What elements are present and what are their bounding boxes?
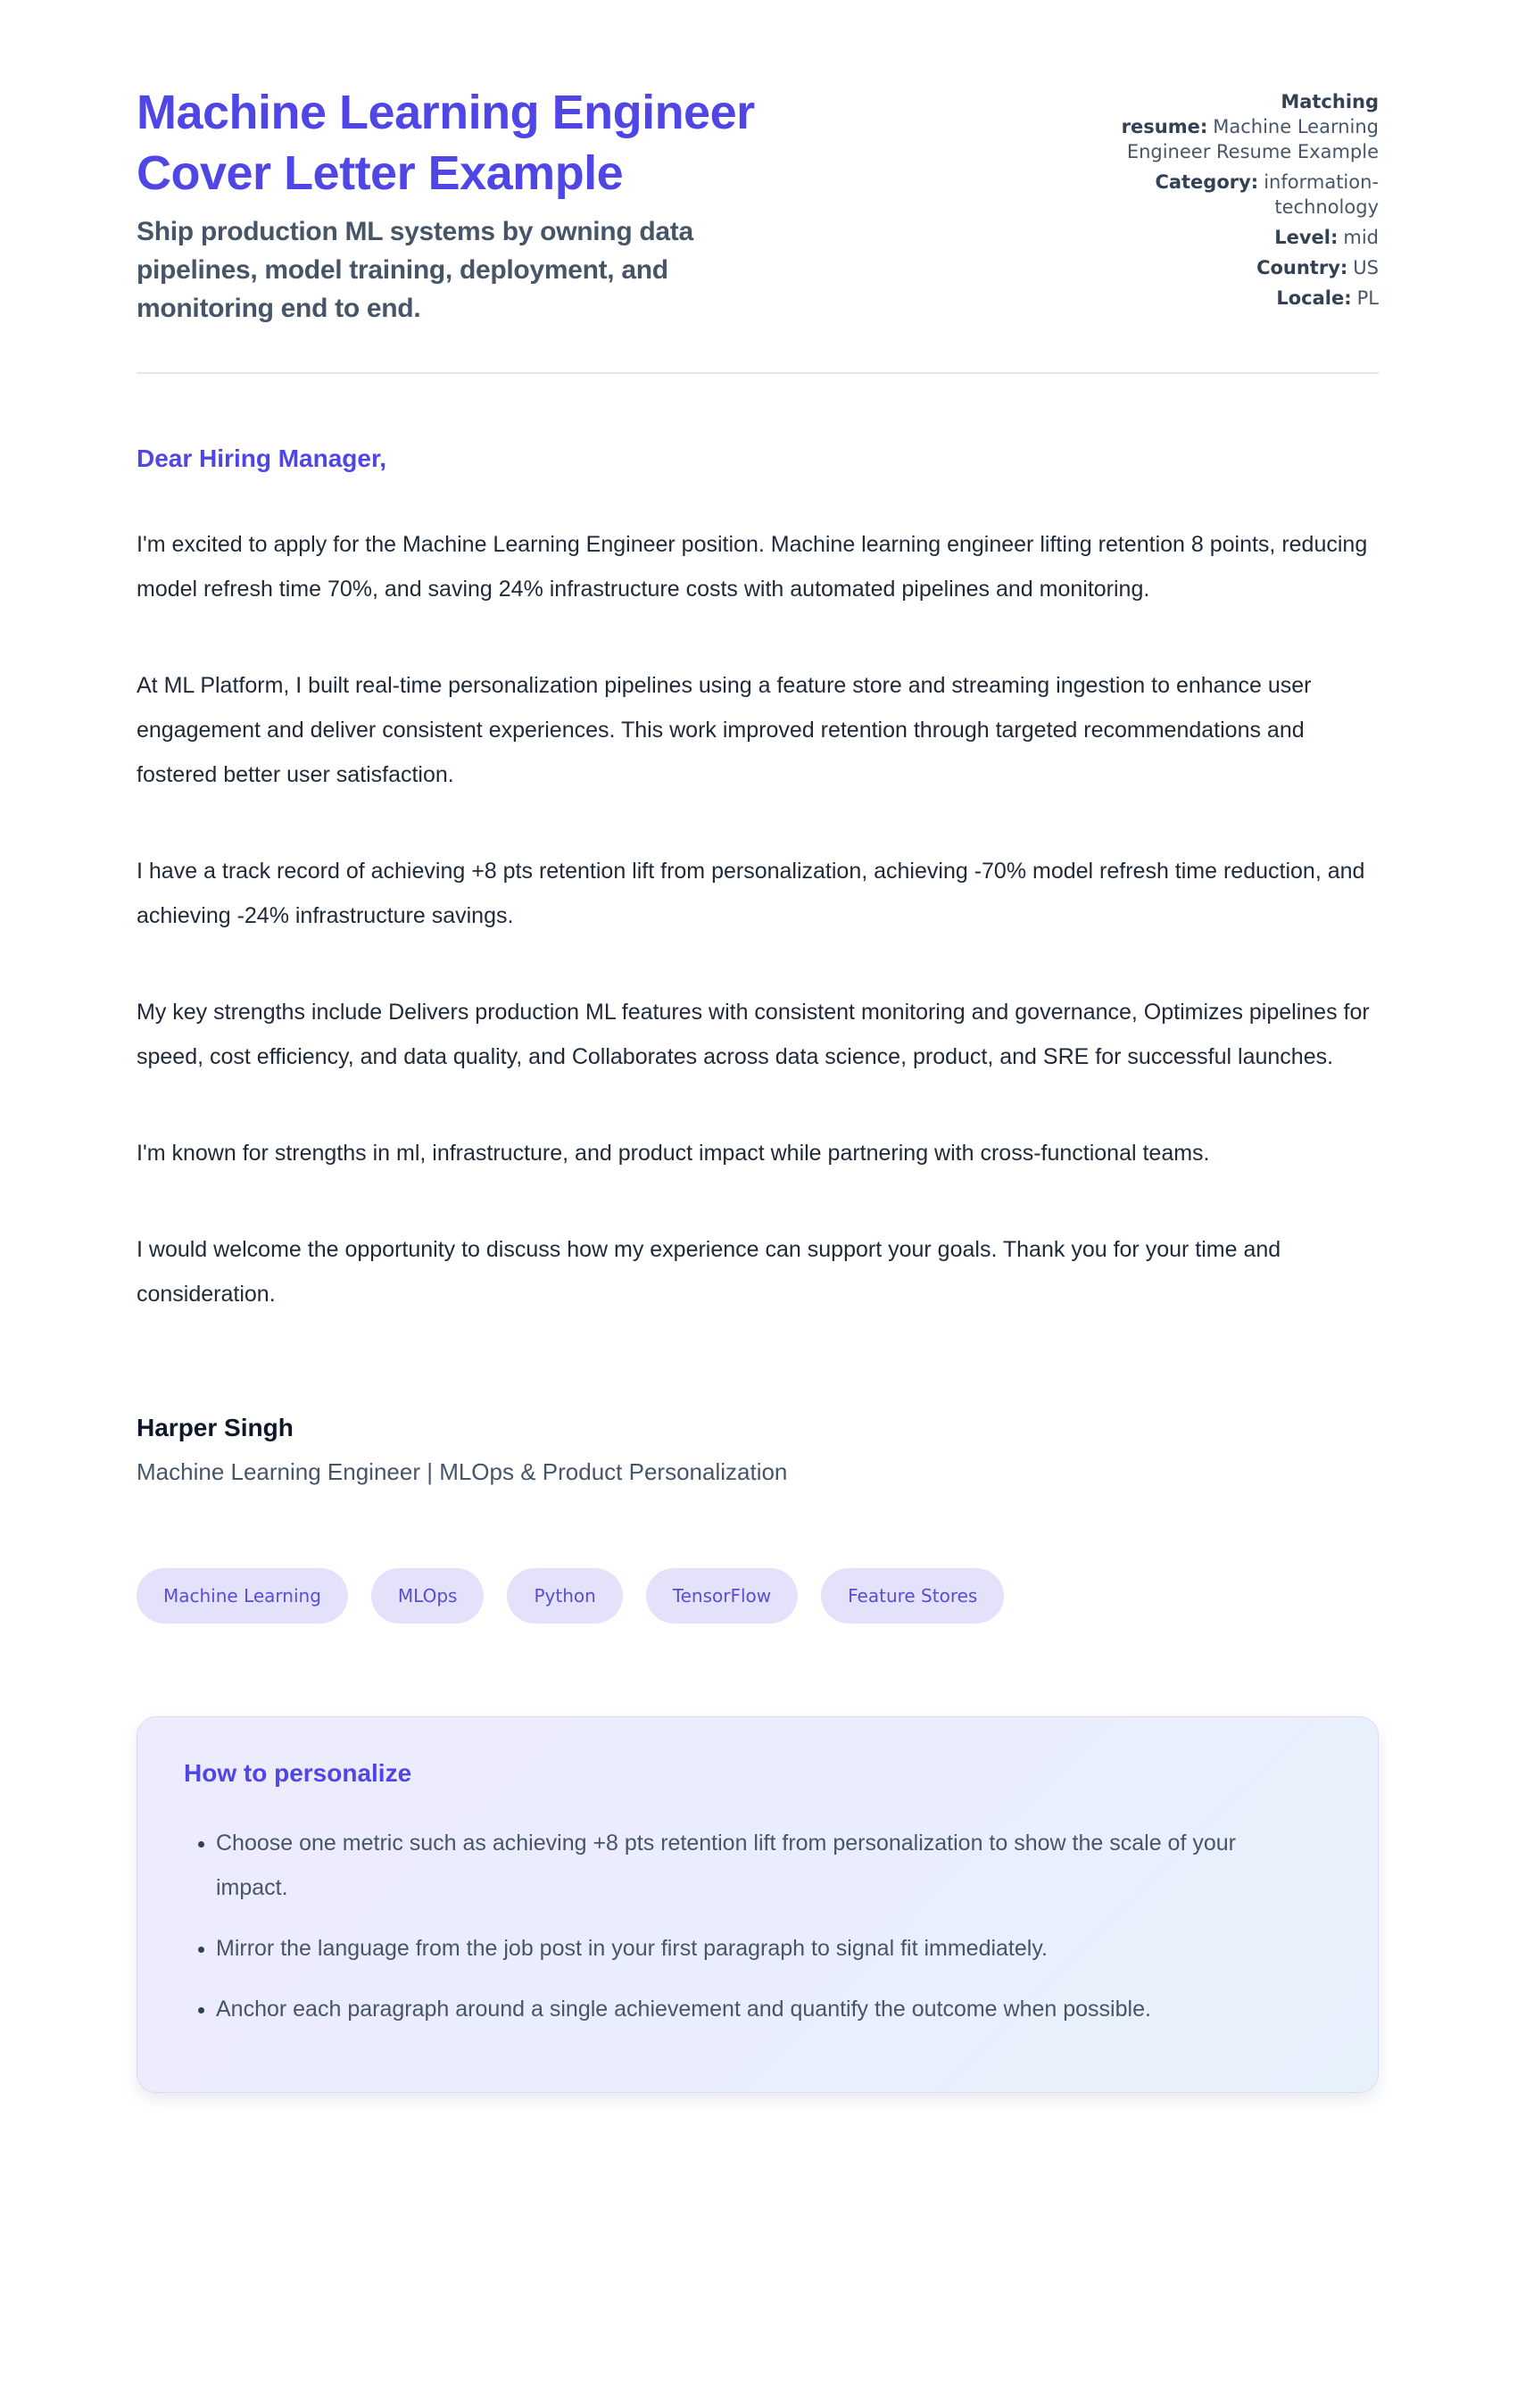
- callout-tip-item: • Anchor each paragraph around a single achievement and quantify the outcome when possible.: [216, 1987, 1305, 2031]
- meta-value: PL: [1356, 287, 1379, 309]
- header-divider: [137, 372, 1379, 374]
- meta-value: US: [1353, 257, 1379, 278]
- meta-value: Machine Learning Engineer Resume Example: [1126, 116, 1379, 162]
- letter-body: [137, 522, 1379, 1316]
- signature-name: Harper Singh: [137, 1414, 294, 1441]
- meta-row: [1111, 225, 1379, 250]
- callout-tip-item: • Mirror the language from the job post in your first paragraph to signal fit immediately.: [216, 1926, 1305, 1971]
- page-header: [137, 82, 1379, 328]
- skill-tags: [137, 1568, 1379, 1623]
- resume-meta-block: [1111, 89, 1379, 316]
- meta-row: [1111, 89, 1379, 164]
- header-title-block: [137, 82, 1111, 328]
- skill-tag-pill[interactable]: Python: [507, 1568, 622, 1623]
- meta-value: mid: [1343, 227, 1379, 248]
- how-to-personalize-callout: [137, 1716, 1379, 2093]
- page-title: Machine Learning Engineer Cover Letter Example: [137, 86, 755, 200]
- meta-value: information-technology: [1264, 171, 1379, 218]
- skill-tag-pill[interactable]: MLOps: [371, 1568, 485, 1623]
- meta-row: [1111, 286, 1379, 311]
- page-subtitle: Ship production ML systems by owning data pipelines, model training, deployment, and monitoring end to end.: [137, 217, 693, 323]
- skill-tag-pill[interactable]: Feature Stores: [821, 1568, 1004, 1623]
- letter-paragraph: My key strengths include Delivers production ML features with consistent monitoring and governance, Optimizes pipelines for speed, cost efficiency, and data quality, and Collaborates across data science, product, and SRE for successful launches.: [137, 1000, 1370, 1069]
- letter-greeting: Dear Hiring Manager,: [137, 444, 387, 472]
- meta-row: [1111, 170, 1379, 220]
- meta-label: Locale:: [1276, 287, 1352, 309]
- letter-paragraph: I would welcome the opportunity to discuss how my experience can support your goals. Thank you for your time and consideration.: [137, 1237, 1281, 1307]
- signature-title: Machine Learning Engineer | MLOps & Product Personalization: [137, 1458, 788, 1485]
- meta-label: Category:: [1155, 171, 1259, 193]
- meta-label: Country:: [1256, 257, 1348, 278]
- letter-paragraph: I have a track record of achieving +8 pts retention lift from personalization, achieving -70% model refresh time reduction, and achieving -24% infrastructure savings.: [137, 859, 1365, 928]
- meta-row: [1111, 255, 1379, 280]
- callout-tip-item: • Choose one metric such as achieving +8 pts retention lift from personalization to show the scale of your impact.: [216, 1821, 1305, 1910]
- meta-label: Level:: [1274, 227, 1339, 248]
- letter-paragraph: At ML Platform, I built real-time personalization pipelines using a feature store and streaming ingestion to enhance user engagement and deliver consistent experiences. This work improved retention through targeted recommendations and fostered better user satisfaction.: [137, 673, 1312, 787]
- skill-tag-pill[interactable]: TensorFlow: [646, 1568, 798, 1623]
- letter-paragraph: I'm excited to apply for the Machine Learning Engineer position. Machine learning engineer lifting retention 8 points, reducing model refresh time 70%, and saving 24% infrastructure costs with automated pipelines and monitoring.: [137, 532, 1368, 602]
- callout-tip-list: [184, 1821, 1331, 2031]
- skill-tag-pill[interactable]: Machine Learning: [137, 1568, 348, 1623]
- meta-label: Matching resume:: [1121, 91, 1379, 137]
- callout-title: How to personalize: [184, 1759, 412, 1787]
- letter-paragraph: I'm known for strengths in ml, infrastructure, and product impact while partnering with cross-functional teams.: [137, 1141, 1210, 1166]
